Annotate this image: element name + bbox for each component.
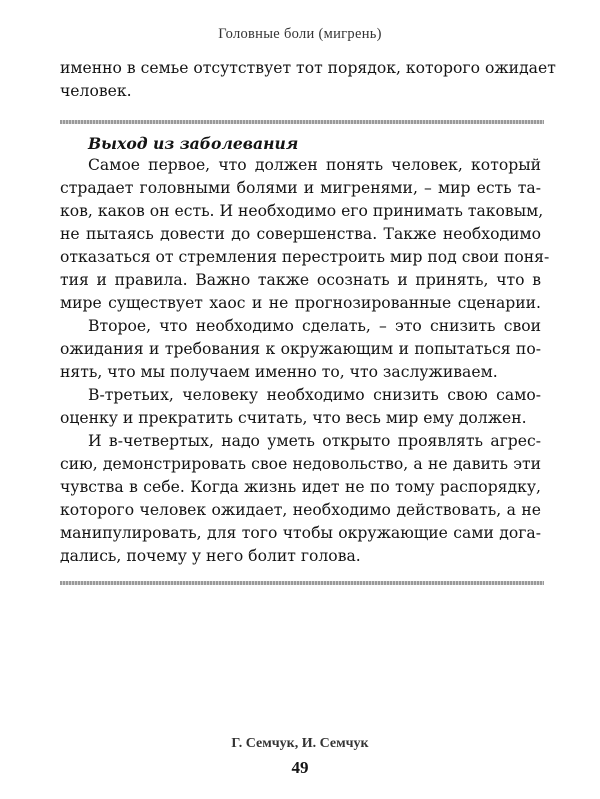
text-line: И в-четвертых, надо уметь открыто проявлять агрес- <box>88 432 541 450</box>
text-line: оценку и прекратить считать, что весь мир ему должен. <box>60 409 527 427</box>
text-line: мире существует хаос и не прогнозированные сценарии. <box>60 294 541 312</box>
text-line: страдает головными болями и мигренями, – мир есть та- <box>60 179 541 197</box>
text-line: сию, демонстрировать свое недовольство, а не давить эти <box>60 455 541 473</box>
text-line: не пытаясь довести до совершенства. Также необходимо <box>60 225 541 243</box>
text-line: Самое первое, что должен понять человек, который <box>88 156 541 174</box>
text-line: ков, каков он есть. И необходимо его принимать таковым, <box>60 202 544 220</box>
text-line: В-третьих, человеку необходимо снизить свою само- <box>88 386 541 404</box>
section-divider-bottom <box>60 581 544 585</box>
section-divider-top <box>60 120 544 124</box>
text-line: Второе, что необходимо сделать, – это снизить свои <box>88 317 541 335</box>
section-heading: Выход из заболевания <box>88 134 299 153</box>
text-line: ожидания и требования к окружающим и попытаться по- <box>60 340 541 358</box>
footer-authors: Г. Семчук, И. Семчук <box>231 736 369 751</box>
running-head: Головные боли (мигрень) <box>218 26 382 42</box>
text-line: именно в семье отсутствует тот порядок, которого ожидает <box>60 59 556 77</box>
text-line: дались, почему у него болит голова. <box>60 547 361 565</box>
text-line: отказаться от стремления перестроить мир под свои поня- <box>60 248 550 266</box>
text-line: человек. <box>60 82 132 100</box>
text-line: манипулировать, для того чтобы окружающие сами дога- <box>60 524 541 542</box>
text-line: нять, что мы получаем именно то, что заслуживаем. <box>60 363 498 381</box>
text-line: тия и правила. Важно также осознать и принять, что в <box>60 271 541 289</box>
page-number: 49 <box>291 758 309 777</box>
text-line: которого человек ожидает, необходимо действовать, а не <box>60 501 541 519</box>
text-line: чувства в себе. Когда жизнь идет не по тому распорядку, <box>60 478 541 496</box>
